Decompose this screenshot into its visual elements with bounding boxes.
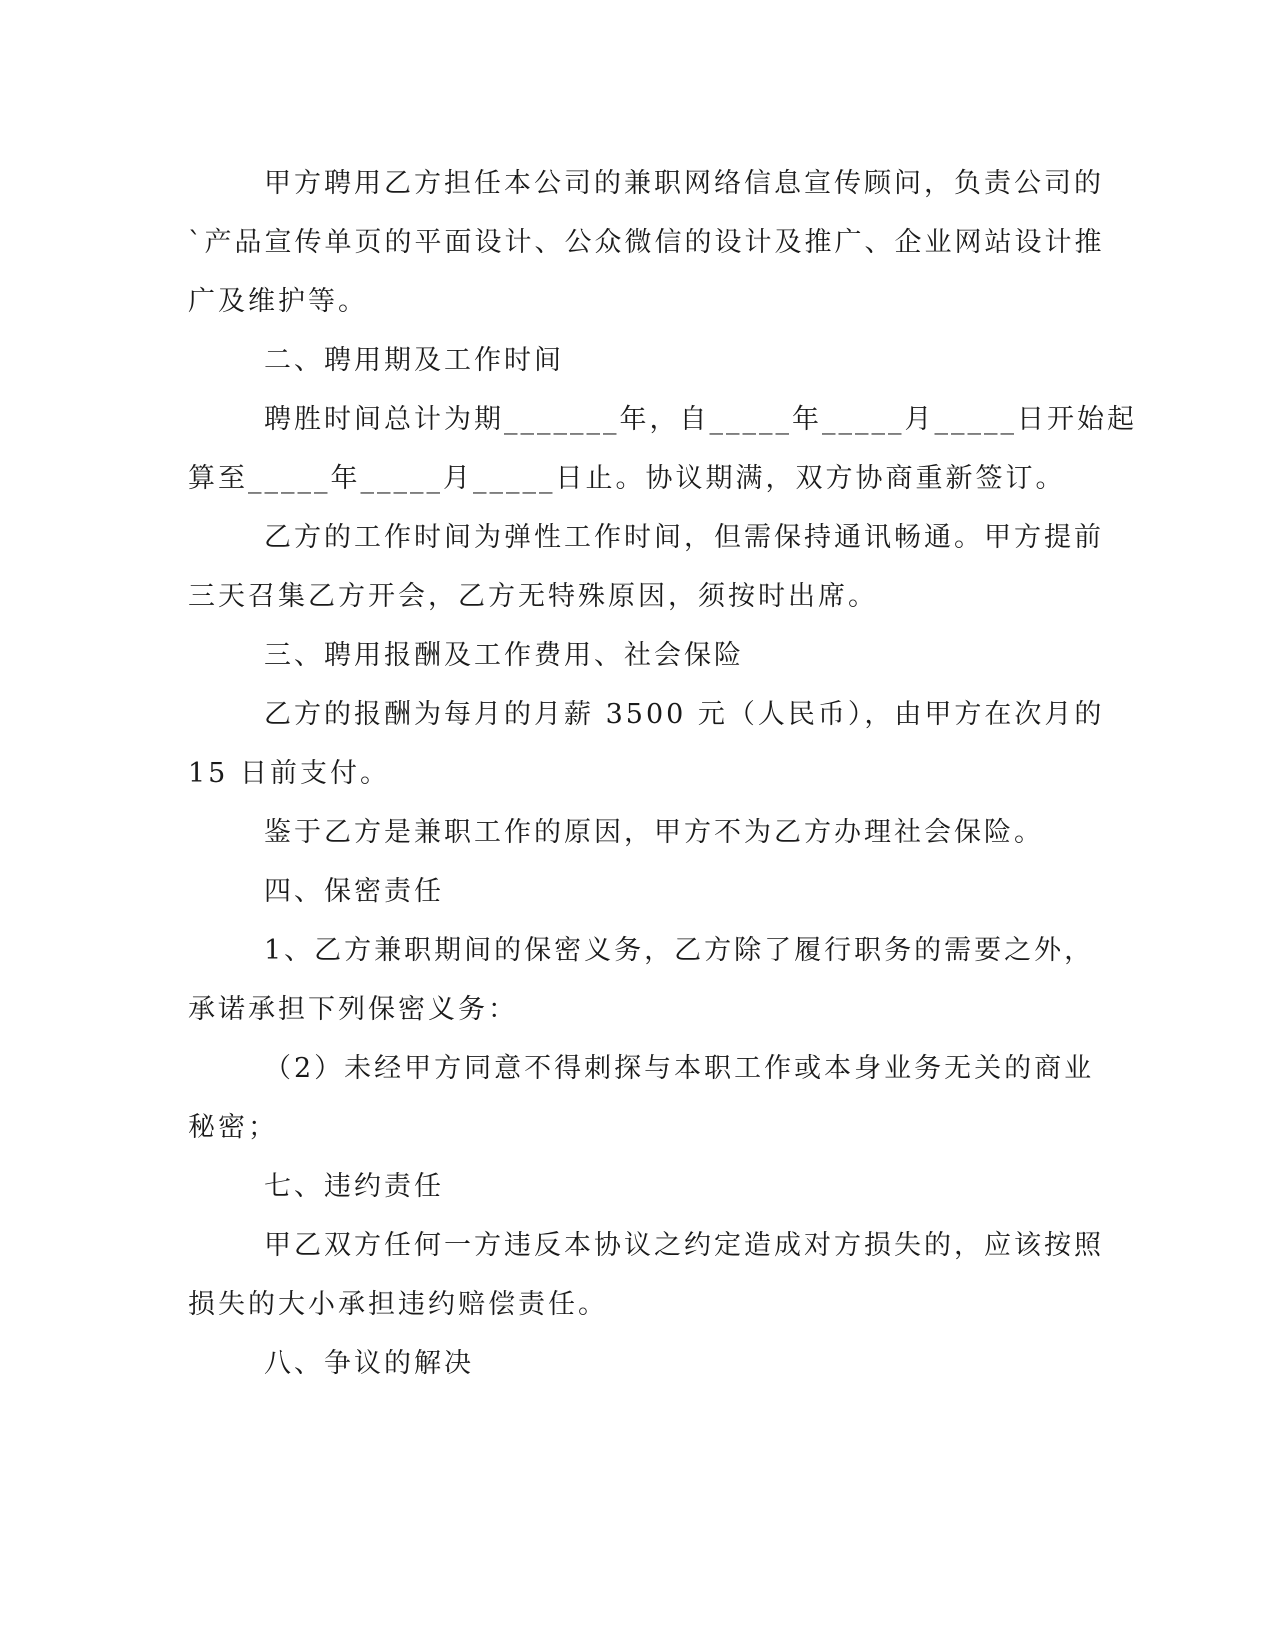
section-heading: 二、聘用期及工作时间 bbox=[264, 345, 564, 376]
paragraph-line: 秘密； bbox=[188, 1112, 278, 1143]
paragraph-line: 1、乙方兼职期间的保密义务，乙方除了履行职务的需要之外， bbox=[264, 935, 1095, 966]
section-heading: 三、聘用报酬及工作费用、社会保险 bbox=[264, 640, 744, 671]
paragraph-line: 甲乙双方任何一方违反本协议之约定造成对方损失的，应该按照 bbox=[264, 1230, 1104, 1261]
paragraph-line: 鉴于乙方是兼职工作的原因，甲方不为乙方办理社会保险。 bbox=[264, 817, 1044, 848]
paragraph-line: 乙方的报酬为每月的月薪 3500 元（人民币），由甲方在次月的 bbox=[264, 699, 1105, 730]
paragraph-line: 15 日前支付。 bbox=[188, 758, 390, 789]
section-heading: 四、保密责任 bbox=[264, 876, 444, 907]
paragraph-line: （2）未经甲方同意不得刺探与本职工作或本身业务无关的商业 bbox=[264, 1053, 1095, 1084]
paragraph-line: 广及维护等。 bbox=[188, 286, 368, 317]
section-heading: 七、违约责任 bbox=[264, 1171, 444, 1202]
paragraph-line: 承诺承担下列保密义务： bbox=[188, 994, 518, 1025]
paragraph-line: 损失的大小承担违约赔偿责任。 bbox=[188, 1289, 608, 1320]
paragraph-line: 甲方聘用乙方担任本公司的兼职网络信息宣传顾问，负责公司的 bbox=[264, 168, 1104, 199]
paragraph-line: 聘胜时间总计为期_______年，自_____年_____月_____日开始起 bbox=[264, 404, 1137, 435]
paragraph-line: 乙方的工作时间为弹性工作时间，但需保持通讯畅通。甲方提前 bbox=[264, 522, 1104, 553]
section-heading: 八、争议的解决 bbox=[264, 1348, 474, 1379]
paragraph-line: 算至_____年_____月_____日止。协议期满，双方协商重新签订。 bbox=[188, 463, 1066, 494]
paragraph-line: 三天召集乙方开会，乙方无特殊原因，须按时出席。 bbox=[188, 581, 878, 612]
paragraph-line: `产品宣传单页的平面设计、公众微信的设计及推广、企业网站设计推 bbox=[188, 227, 1105, 258]
